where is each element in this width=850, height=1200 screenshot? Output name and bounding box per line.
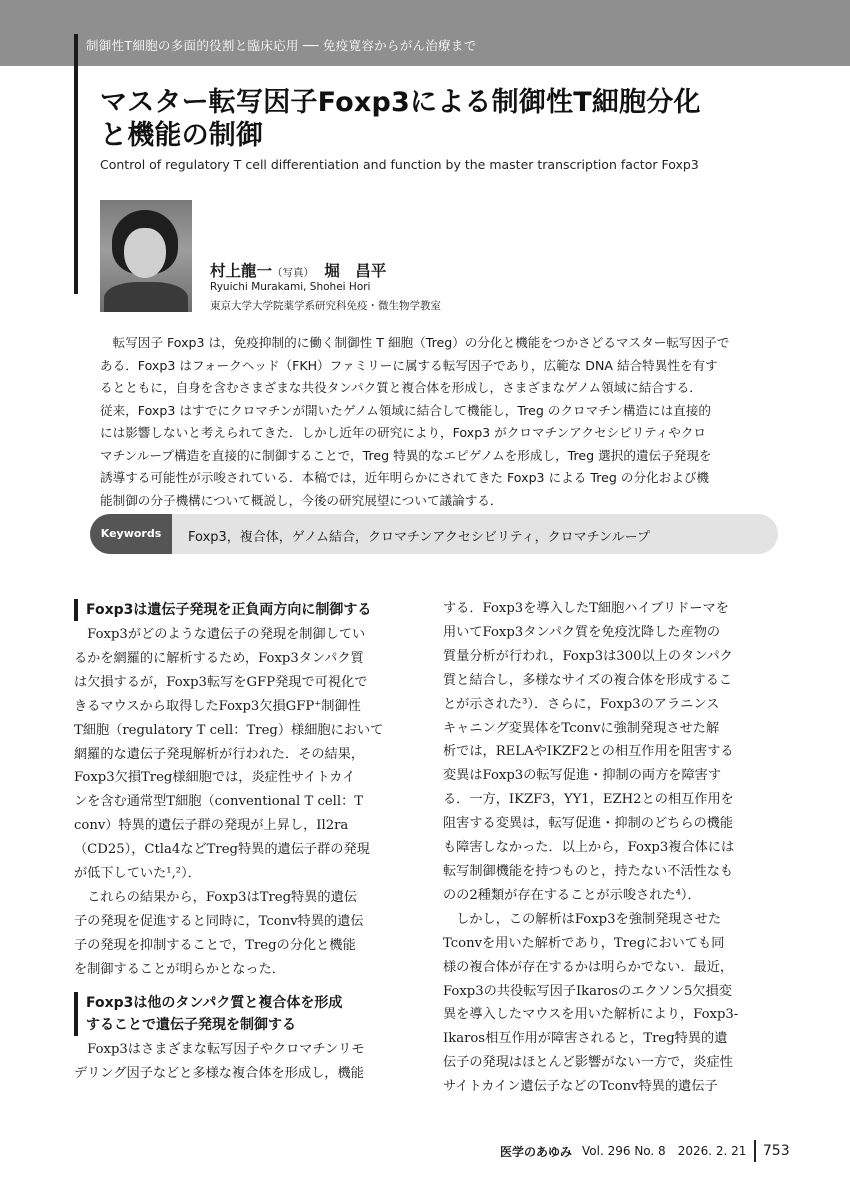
text-line: るとともに，自身を含むさまざまな共役タンパク質と複合体を形成し，さまざまなゲノム領域に結合する．	[100, 380, 702, 395]
affiliation: 東京大学大学院薬学系研究科免疫・微生物学教室	[210, 300, 441, 312]
text-line: Foxp3欠損Treg様細胞では，炎症性サイトカイ	[74, 770, 356, 786]
text-line: Foxp3の共役転写因子Ikarosのエクソン5欠損変	[443, 983, 732, 999]
text-line: する．Foxp3を導入したT細胞ハイブリドーマを	[443, 601, 729, 616]
header-band	[0, 0, 850, 66]
article-title-line2: と機能の制御	[100, 120, 264, 151]
paragraph	[74, 1038, 419, 1086]
text-line: も障害しなかった．以上から，Foxp3複合体には	[443, 840, 735, 856]
text-line: とが示された³）．さらに，Foxp3のアラニンス	[443, 696, 720, 712]
paragraph	[74, 886, 419, 982]
text-line: が低下していた¹,²）．	[74, 866, 201, 882]
text-line: 変異はFoxp3の転写促進・抑制の両方を障害す	[443, 768, 722, 784]
text-line: 阻害する変異は，転写促進・抑制のどちらの機能	[443, 816, 734, 832]
text-line: には影響しないと考えられてきた．しかし近年の研究により，Foxp3 がクロマチンアクセシビリティやクロ	[100, 425, 707, 440]
text-line: 析では，RELAやIKZF2との相互作用を阻害する	[443, 744, 734, 760]
article-title	[100, 86, 800, 152]
page-footer	[500, 1140, 790, 1162]
text-line: しかし，この解析はFoxp3を強制発現させた	[443, 911, 722, 927]
section-heading-2-line2: することで遺伝子発現を制御する	[86, 1016, 296, 1033]
text-line: Tconvを用いた解析であり，Tregにおいても同	[443, 935, 725, 951]
text-line: T細胞（regulatory T cell：Treg）様細胞において	[74, 722, 384, 738]
text-line: 子の発現を促進すると同時に，Tconv特異的遺伝	[74, 913, 364, 929]
text-line: これらの結果から，Foxp3はTreg特異的遺伝	[74, 889, 357, 905]
text-line: ンを含む通常型T細胞（conventional T cell：T	[74, 794, 364, 810]
text-line: サイトカイン遺伝子などのTconv特異的遺伝子	[443, 1079, 718, 1095]
body-column-right	[443, 597, 788, 1099]
author-photo	[100, 200, 192, 312]
text-line: キャニング変異体をTconvに強制発現させた解	[443, 720, 720, 736]
text-line: ある．Foxp3 はフォークヘッド（FKH）ファミリーに属する転写因子であり，広範な DNA 結合特異性を有す	[100, 357, 718, 373]
text-line: 従来，Foxp3 はすでにクロマチンが開いたゲノム領域に結合して機能し，Treg のクロマチン構造には直接的	[100, 402, 711, 418]
text-line: 能制御の分子機構について概説し，今後の研究展望について議論する．	[100, 492, 503, 508]
section-heading-1-text: Foxp3は遺伝子発現を正負両方向に制御する	[86, 602, 372, 618]
paragraph	[74, 623, 419, 886]
page-number: 753	[762, 1143, 790, 1159]
text-line: 誘導する可能性が示唆されている．本稿では，近年明らかにされてきた Foxp3 による Treg の分化および機	[100, 470, 710, 485]
author-2-name: 堀 昌平	[308, 262, 387, 280]
footer-divider	[754, 1140, 756, 1162]
title-accent-bar	[74, 34, 78, 294]
journal-name: 医学のあゆみ	[500, 1144, 573, 1159]
section-heading-2-line1: Foxp3は他のタンパク質と複合体を形成	[86, 994, 343, 1011]
authors-japanese	[210, 259, 386, 281]
keywords-text: Foxp3，複合体，ゲノム結合，クロマチンアクセシビリティ，クロマチンループ	[188, 530, 650, 545]
text-line: 転写因子 Foxp3 は，免疫抑制的に働く制御性 T 細胞（Treg）の分化と機能をつかさどるマスター転写因子で	[100, 335, 730, 350]
keywords-label: Keywords	[90, 514, 172, 554]
section-heading-2	[74, 992, 419, 1036]
text-line: Foxp3がどのような遺伝子の発現を制御してい	[74, 627, 366, 642]
spacer	[74, 982, 419, 990]
photo-face	[124, 228, 166, 278]
photo-note: （写真）	[272, 267, 309, 279]
text-line: る．一方，IKZF3，YY1，EZH2との相互作用を	[443, 792, 734, 808]
authors-english: Ryuichi Murakami, Shohei Hori	[210, 281, 371, 293]
section-heading-1	[74, 599, 419, 621]
text-line: 質量分析が行われ，Foxp3は300以上のタンパク	[443, 648, 733, 664]
text-line: を制御することが明らかとなった．	[74, 961, 285, 977]
text-line: 用いてFoxp3タンパク質を免疫沈降した産物の	[443, 624, 721, 640]
text-line: デリング因子などと多様な複合体を形成し，機能	[74, 1065, 364, 1081]
text-line: は欠損するが，Foxp3転写をGFP発現で可視化で	[74, 674, 368, 690]
paragraph	[443, 908, 788, 1099]
author-1-name: 村上龍一	[210, 262, 273, 280]
series-title: 制御性T細胞の多面的役割と臨床応用 ── 免疫寛容からがん治療まで	[86, 38, 477, 53]
text-line: Foxp3はさまざまな転写因子やクロマチンリモ	[74, 1041, 365, 1057]
journal-volume: Vol. 296 No. 8	[582, 1144, 666, 1158]
article-title-line1: マスター転写因子Foxp3による制御性T細胞分化	[100, 87, 701, 118]
article-subtitle: Control of regulatory T cell differentiation and function by the master transcription factor Foxp3	[100, 157, 699, 172]
text-line: きるマウスから取得したFoxp3欠損GFP⁺制御性	[74, 698, 361, 714]
text-line: 転写制御機能を持つものと，持たない不活性なも	[443, 863, 734, 879]
text-line: 子の発現を抑制することで，Tregの分化と機能	[74, 937, 356, 953]
issue-date: 2026. 2. 21	[677, 1144, 747, 1158]
section-bar	[74, 599, 78, 621]
section-bar	[74, 992, 78, 1036]
text-line: 網羅的な遺伝子発現解析が行われた．その結果，	[74, 746, 365, 762]
text-line: Ikaros相互作用が障害されると，Treg特異的遺	[443, 1031, 728, 1047]
text-line: のの2種類が存在することが示唆された⁴）．	[443, 887, 701, 903]
abstract	[100, 332, 780, 512]
text-line: 異を導入したマウスを用いた解析により，Foxp3-	[443, 1007, 739, 1023]
photo-body	[104, 282, 188, 312]
text-line: （CD25），Ctla4などTreg特異的遺伝子群の発現	[74, 842, 370, 858]
body-column-left	[74, 597, 419, 1085]
text-line: るかを網羅的に解析するため，Foxp3タンパク質	[74, 650, 364, 666]
paragraph	[443, 597, 788, 908]
text-line: 伝子の発現はほとんど影響がない一方で，炎症性	[443, 1055, 733, 1071]
text-line: マチンループ構造を直接的に制御することで，Treg 特異的なエピゲノムを形成し，Treg 選択的遺伝子発現を	[100, 447, 712, 463]
text-line: 質と結合し，多様なサイズの複合体を形成するこ	[443, 672, 733, 688]
text-line: 様の複合体が存在するかは明らかでない．最近，	[443, 959, 734, 975]
text-line: conv）特異的遺伝子群の発現が上昇し，Il2ra	[74, 818, 349, 834]
